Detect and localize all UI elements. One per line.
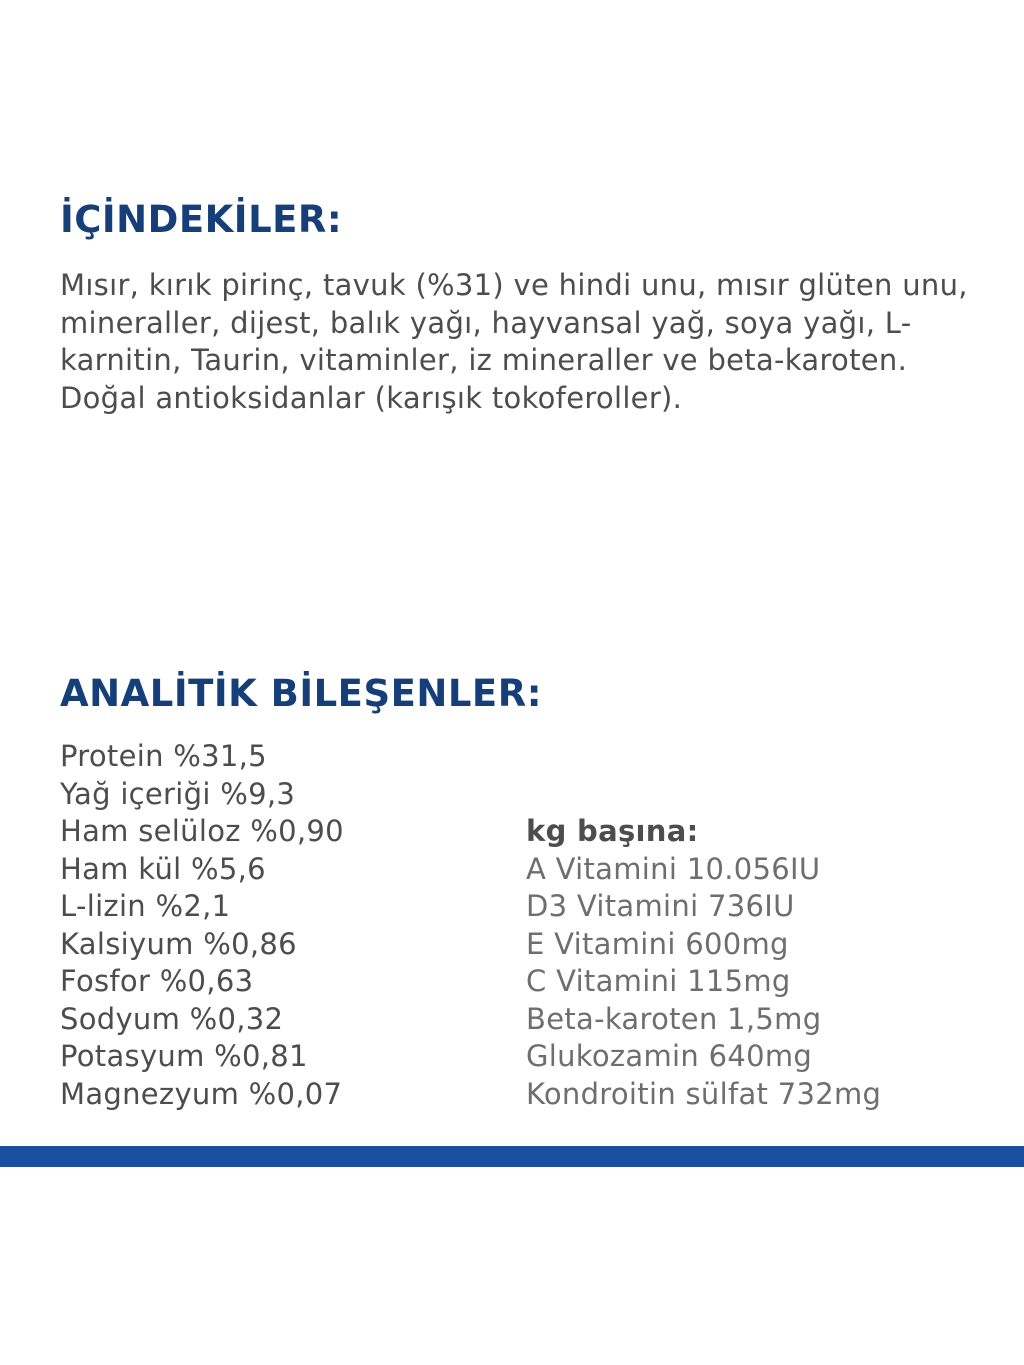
per-kg-list	[526, 851, 881, 1114]
per-kg-item-vitamin-a: A Vitamini 10.056IU	[526, 851, 821, 886]
per-kg-item-chondroitin: Kondroitin sülfat 732mg	[526, 1076, 882, 1111]
per-kg-item-vitamin-d3: D3 Vitamini 736IU	[526, 889, 795, 923]
analytic-item-ash: Ham kül %5,6	[60, 851, 266, 886]
per-kg-block	[526, 813, 881, 1113]
analytic-item-sodium: Sodyum %0,32	[60, 1001, 284, 1036]
per-kg-item-vitamin-c: C Vitamini 115mg	[526, 964, 791, 998]
analytic-item-fat: Yağ içeriği %9,3	[60, 776, 296, 811]
analytic-heading: ANALİTİK BİLEŞENLER:	[60, 672, 542, 715]
per-kg-heading: kg başına:	[526, 814, 699, 848]
per-kg-item-vitamin-e: E Vitamini 600mg	[526, 926, 789, 961]
ingredients-heading: İÇİNDEKİLER:	[60, 198, 343, 241]
bottom-color-band	[0, 1146, 1024, 1167]
analytic-item-lysine: L-lizin %2,1	[60, 889, 231, 923]
ingredients-text: Mısır, kırık pirinç, tavuk (%31) ve hindi unu, mısır glüten unu, mineraller, dijest, balık yağı, hayvansal yağ, soya yağı, L-karnitin, Taurin, vitaminler, iz mineraller ve beta-karoten. Doğal antioksidanlar (karışık tokoferoller).	[60, 268, 968, 415]
analytic-item-magnesium: Magnezyum %0,07	[60, 1076, 343, 1111]
per-kg-item-beta-carotene: Beta-karoten 1,5mg	[526, 1001, 822, 1036]
analytic-item-potassium: Potasyum %0,81	[60, 1039, 308, 1073]
analytic-item-phosphorus: Fosfor %0,63	[60, 964, 254, 998]
analytic-item-fibre: Ham selüloz %0,90	[60, 814, 344, 848]
analytic-list	[60, 738, 344, 1113]
analytic-item-protein: Protein %31,5	[60, 739, 267, 773]
analytic-item-calcium: Kalsiyum %0,86	[60, 926, 297, 961]
per-kg-item-glucosamine: Glukozamin 640mg	[526, 1039, 813, 1073]
